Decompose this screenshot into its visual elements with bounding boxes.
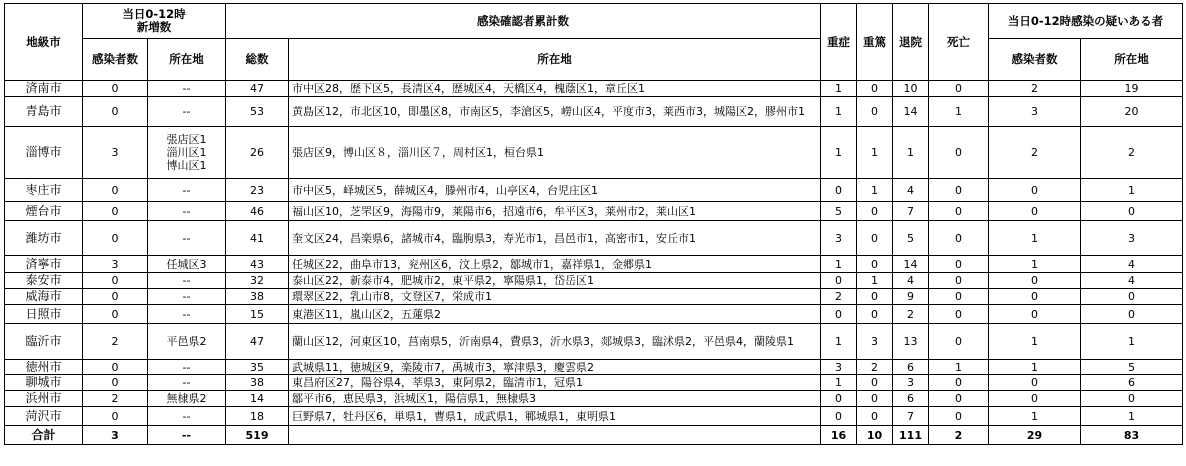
- suspect-location-cell: 0: [1081, 202, 1183, 221]
- deaths-cell: 0: [929, 273, 989, 289]
- table-row: [5, 97, 1183, 127]
- total-cell: 53: [226, 97, 289, 127]
- discharged-cell: 7: [893, 202, 929, 221]
- total-cell: 41: [226, 221, 289, 256]
- city-cell: 徳州市: [5, 360, 83, 375]
- locations-cell: 東港区11，嵐山区2，五蓮県2: [289, 305, 821, 324]
- total-cell: 14: [226, 391, 289, 407]
- header-new-location: 所在地: [148, 39, 226, 81]
- table-row: [5, 360, 1183, 375]
- deaths-cell: 0: [929, 407, 989, 426]
- new-count-cell: 0: [83, 375, 148, 391]
- critical-cell: 0: [857, 221, 893, 256]
- new-count-cell: 0: [83, 97, 148, 127]
- suspect-count-cell: 0: [989, 305, 1081, 324]
- discharged-cell: 3: [893, 375, 929, 391]
- locations-cell: 市中区28，歴下区5，長清区4，歴城区4，天橋区4，槐蔭区1，章丘区1: [289, 81, 821, 97]
- new-count-cell: 2: [83, 324, 148, 360]
- city-cell: 済寧市: [5, 256, 83, 273]
- discharged-cell: 10: [893, 81, 929, 97]
- critical-cell: 0: [857, 375, 893, 391]
- locations-cell: 鄒平市6，恵民県3，浜城区1，陽信県1，無棣県3: [289, 391, 821, 407]
- suspect-location-cell: 20: [1081, 97, 1183, 127]
- table-row: [5, 324, 1183, 360]
- header-new-group: 当日0-12時 新増数: [83, 4, 226, 39]
- new-location-cell: 任城区3: [148, 256, 226, 273]
- discharged-cell: 14: [893, 97, 929, 127]
- new-location-cell: --: [148, 289, 226, 305]
- severe-cell: 1: [821, 375, 857, 391]
- critical-cell: 1: [857, 179, 893, 202]
- suspect-count-cell: 1: [989, 360, 1081, 375]
- header-deaths: 死亡: [929, 4, 989, 81]
- suspect-location-cell: 1: [1081, 407, 1183, 426]
- table-row: [5, 221, 1183, 256]
- total-new-count: 3: [83, 426, 148, 445]
- critical-cell: 0: [857, 289, 893, 305]
- total-discharged: 111: [893, 426, 929, 445]
- deaths-cell: 0: [929, 127, 989, 179]
- new-count-cell: 3: [83, 256, 148, 273]
- total-critical: 10: [857, 426, 893, 445]
- new-location-cell: --: [148, 221, 226, 256]
- city-cell: 濰坊市: [5, 221, 83, 256]
- critical-cell: 1: [857, 127, 893, 179]
- new-count-cell: 0: [83, 81, 148, 97]
- new-count-cell: 2: [83, 391, 148, 407]
- suspect-count-cell: 0: [989, 289, 1081, 305]
- critical-cell: 1: [857, 273, 893, 289]
- severe-cell: 0: [821, 179, 857, 202]
- severe-cell: 1: [821, 97, 857, 127]
- header-cumulative-group: 感染確認者累計数: [226, 4, 821, 39]
- city-cell: 菏沢市: [5, 407, 83, 426]
- locations-cell: 東昌府区27，陽谷県4，莘県3，東阿県2，臨清市1，冠県1: [289, 375, 821, 391]
- severe-cell: 1: [821, 256, 857, 273]
- severe-cell: 5: [821, 202, 857, 221]
- suspect-location-cell: 0: [1081, 305, 1183, 324]
- deaths-cell: 0: [929, 289, 989, 305]
- city-cell: 青島市: [5, 97, 83, 127]
- severe-cell: 1: [821, 127, 857, 179]
- deaths-cell: 0: [929, 305, 989, 324]
- suspect-location-cell: 4: [1081, 256, 1183, 273]
- new-count-cell: 3: [83, 127, 148, 179]
- severe-cell: 3: [821, 221, 857, 256]
- locations-cell: 蘭山区12，河東区10，莒南県5，沂南県4，費県3，沂水県3，郯城県3，臨沭県2，平邑県4，蘭陵県1: [289, 324, 821, 360]
- header-new-count: 感染者数: [83, 39, 148, 81]
- suspect-count-cell: 0: [989, 391, 1081, 407]
- suspect-count-cell: 1: [989, 256, 1081, 273]
- new-count-cell: 0: [83, 305, 148, 324]
- suspect-location-cell: 1: [1081, 179, 1183, 202]
- discharged-cell: 4: [893, 179, 929, 202]
- new-count-cell: 0: [83, 289, 148, 305]
- suspect-count-cell: 1: [989, 221, 1081, 256]
- header-suspect-location: 所在地: [1081, 39, 1183, 81]
- locations-cell: 福山区10，芝罘区9，海陽市9，莱陽市6，招遠市6，牟平区3，莱州市2，莱山区1: [289, 202, 821, 221]
- suspect-location-cell: 6: [1081, 375, 1183, 391]
- suspect-location-cell: 2: [1081, 127, 1183, 179]
- header-critical: 重篤: [857, 4, 893, 81]
- severe-cell: 0: [821, 305, 857, 324]
- suspect-count-cell: 0: [989, 202, 1081, 221]
- total-cell: 23: [226, 179, 289, 202]
- suspect-count-cell: 3: [989, 97, 1081, 127]
- total-cell: 43: [226, 256, 289, 273]
- city-cell: 浜州市: [5, 391, 83, 407]
- locations-cell: 武城県11，徳城区9，楽陵市7，禹城市3，寧津県3，慶雲県2: [289, 360, 821, 375]
- suspect-location-cell: 4: [1081, 273, 1183, 289]
- critical-cell: 0: [857, 407, 893, 426]
- locations-cell: 奎文区24，昌楽県6，諸城市4，臨朐県3，寿光市1，昌邑市1，高密市1，安丘市1: [289, 221, 821, 256]
- table-row: [5, 305, 1183, 324]
- total-cell: 38: [226, 375, 289, 391]
- new-count-cell: 0: [83, 179, 148, 202]
- deaths-cell: 0: [929, 179, 989, 202]
- city-cell: 威海市: [5, 289, 83, 305]
- city-cell: 枣庄市: [5, 179, 83, 202]
- new-location-cell: 平邑県2: [148, 324, 226, 360]
- suspect-location-cell: 0: [1081, 391, 1183, 407]
- table-row: [5, 179, 1183, 202]
- severe-cell: 0: [821, 273, 857, 289]
- deaths-cell: 0: [929, 81, 989, 97]
- table-row: [5, 391, 1183, 407]
- discharged-cell: 7: [893, 407, 929, 426]
- locations-cell: 市中区5，峄城区5，薛城区4，滕州市4，山亭区4，台児庄区1: [289, 179, 821, 202]
- new-location-cell: --: [148, 81, 226, 97]
- table-row: [5, 256, 1183, 273]
- new-location-cell: --: [148, 375, 226, 391]
- suspect-count-cell: 0: [989, 375, 1081, 391]
- discharged-cell: 14: [893, 256, 929, 273]
- total-new-location: --: [148, 426, 226, 445]
- suspect-count-cell: 0: [989, 273, 1081, 289]
- suspect-count-cell: 1: [989, 407, 1081, 426]
- table-row: [5, 289, 1183, 305]
- deaths-cell: 0: [929, 391, 989, 407]
- locations-cell: 巨野県7，牡丹区6，単県1，曹県1，成武県1，鄆城県1，東明県1: [289, 407, 821, 426]
- city-cell: 泰安市: [5, 273, 83, 289]
- deaths-cell: 0: [929, 202, 989, 221]
- severe-cell: 1: [821, 324, 857, 360]
- header-cumulative-total: 総数: [226, 39, 289, 81]
- city-cell: 淄博市: [5, 127, 83, 179]
- header-discharged: 退院: [893, 4, 929, 81]
- new-count-cell: 0: [83, 360, 148, 375]
- city-cell: 聊城市: [5, 375, 83, 391]
- deaths-cell: 1: [929, 97, 989, 127]
- suspect-location-cell: 1: [1081, 324, 1183, 360]
- total-cell: 47: [226, 81, 289, 97]
- new-count-cell: 0: [83, 221, 148, 256]
- header-city: 地級市: [5, 4, 83, 81]
- locations-cell: 黄島区12，市北区10，即墨区8，市南区5，李滄区5，嶗山区4，平度市3，莱西市3，城陽区2，膠州市1: [289, 97, 821, 127]
- critical-cell: 2: [857, 360, 893, 375]
- deaths-cell: 0: [929, 221, 989, 256]
- discharged-cell: 4: [893, 273, 929, 289]
- new-count-cell: 0: [83, 273, 148, 289]
- critical-cell: 0: [857, 81, 893, 97]
- deaths-cell: 0: [929, 256, 989, 273]
- total-cell: 47: [226, 324, 289, 360]
- city-cell: 済南市: [5, 81, 83, 97]
- table-row: [5, 273, 1183, 289]
- severe-cell: 0: [821, 391, 857, 407]
- critical-cell: 0: [857, 202, 893, 221]
- discharged-cell: 6: [893, 391, 929, 407]
- suspect-count-cell: 0: [989, 179, 1081, 202]
- new-location-cell: 無棣県2: [148, 391, 226, 407]
- header-suspect-group: 当日0-12時感染の疑いある者: [989, 4, 1183, 39]
- locations-cell: 任城区22，曲阜市13，兖州区6，汶上県2，鄒城市1，嘉祥県1，金郷県1: [289, 256, 821, 273]
- severe-cell: 0: [821, 407, 857, 426]
- city-cell: 臨沂市: [5, 324, 83, 360]
- suspect-location-cell: 5: [1081, 360, 1183, 375]
- discharged-cell: 2: [893, 305, 929, 324]
- severe-cell: 1: [821, 81, 857, 97]
- critical-cell: 0: [857, 305, 893, 324]
- total-locations: [289, 426, 821, 445]
- discharged-cell: 6: [893, 360, 929, 375]
- critical-cell: 0: [857, 391, 893, 407]
- total-cell: 26: [226, 127, 289, 179]
- critical-cell: 0: [857, 97, 893, 127]
- table-row: [5, 127, 1183, 179]
- table-row: [5, 81, 1183, 97]
- new-location-cell: --: [148, 179, 226, 202]
- suspect-count-cell: 2: [989, 81, 1081, 97]
- deaths-cell: 0: [929, 375, 989, 391]
- header-cumulative-location: 所在地: [289, 39, 821, 81]
- suspect-count-cell: 1: [989, 324, 1081, 360]
- suspect-location-cell: 3: [1081, 221, 1183, 256]
- table-row: [5, 375, 1183, 391]
- severe-cell: 3: [821, 360, 857, 375]
- new-count-cell: 0: [83, 407, 148, 426]
- total-cell: 35: [226, 360, 289, 375]
- new-location-cell: --: [148, 305, 226, 324]
- new-location-cell: --: [148, 202, 226, 221]
- header-suspect-count: 感染者数: [989, 39, 1081, 81]
- total-suspect-location: 83: [1081, 426, 1183, 445]
- deaths-cell: 0: [929, 324, 989, 360]
- critical-cell: 3: [857, 324, 893, 360]
- locations-cell: 環翠区22，乳山市8，文登区7，栄成市1: [289, 289, 821, 305]
- new-count-cell: 0: [83, 202, 148, 221]
- total-severe: 16: [821, 426, 857, 445]
- suspect-location-cell: 0: [1081, 289, 1183, 305]
- discharged-cell: 1: [893, 127, 929, 179]
- suspect-location-cell: 19: [1081, 81, 1183, 97]
- new-location-cell: --: [148, 407, 226, 426]
- total-cell: 15: [226, 305, 289, 324]
- deaths-cell: 1: [929, 360, 989, 375]
- table-body: [5, 81, 1183, 445]
- new-location-cell: --: [148, 97, 226, 127]
- total-cell: 38: [226, 289, 289, 305]
- total-label: 合計: [5, 426, 83, 445]
- discharged-cell: 5: [893, 221, 929, 256]
- locations-cell: 張店区9，博山区８，淄川区７，周村区1，桓台県1: [289, 127, 821, 179]
- city-cell: 煙台市: [5, 202, 83, 221]
- covid-stats-table: [4, 3, 1183, 445]
- severe-cell: 2: [821, 289, 857, 305]
- new-location-cell: 張店区1 淄川区1 博山区1: [148, 127, 226, 179]
- discharged-cell: 9: [893, 289, 929, 305]
- total-suspect-count: 29: [989, 426, 1081, 445]
- total-cell: 32: [226, 273, 289, 289]
- table-row: [5, 202, 1183, 221]
- total-cell: 18: [226, 407, 289, 426]
- total-cumulative: 519: [226, 426, 289, 445]
- new-location-cell: --: [148, 273, 226, 289]
- total-deaths: 2: [929, 426, 989, 445]
- suspect-count-cell: 2: [989, 127, 1081, 179]
- new-location-cell: --: [148, 360, 226, 375]
- total-row: [5, 426, 1183, 445]
- city-cell: 日照市: [5, 305, 83, 324]
- table-row: [5, 407, 1183, 426]
- header-severe: 重症: [821, 4, 857, 81]
- total-cell: 46: [226, 202, 289, 221]
- discharged-cell: 13: [893, 324, 929, 360]
- locations-cell: 泰山区22，新泰市4，肥城市2，東平県2，寧陽県1，岱岳区1: [289, 273, 821, 289]
- critical-cell: 0: [857, 256, 893, 273]
